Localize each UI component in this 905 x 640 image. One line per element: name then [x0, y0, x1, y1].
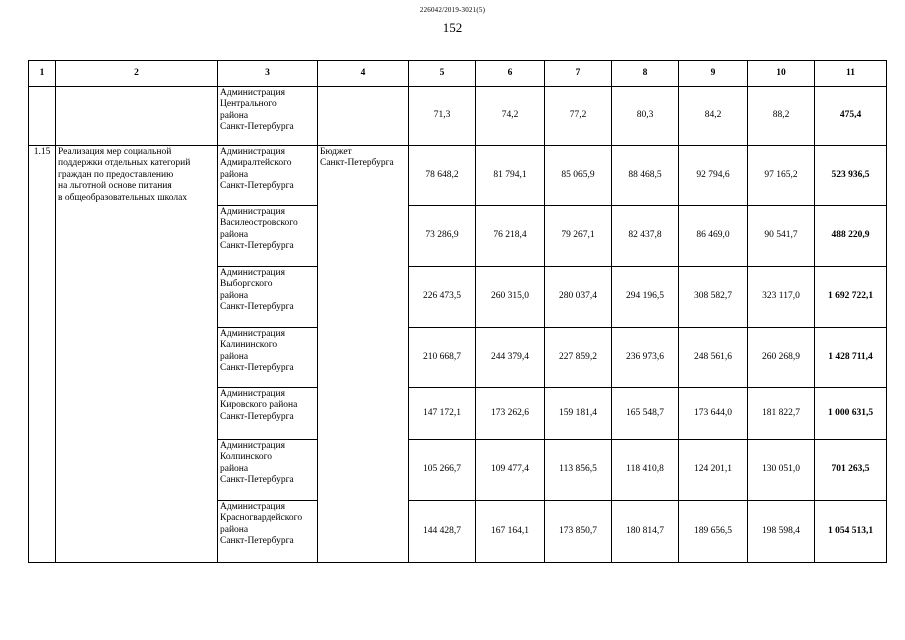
- value-cell: 113 856,5: [545, 440, 612, 501]
- administrator-cell: Администрация Колпинского района Санкт-Петербурга: [218, 440, 318, 501]
- item-description-cell: Реализация мер социальной поддержки отдельных категорий граждан по предоставлению на льготной основе питания в общеобразовательных школах: [56, 146, 218, 563]
- value-cell: 173 850,7: [545, 501, 612, 563]
- administrator-cell: Администрация Адмиралтейского района Санкт-Петербурга: [218, 146, 318, 206]
- item-code-cell: 1.15: [29, 146, 56, 563]
- administrator-cell: Администрация Красногвардейского района Санкт-Петербурга: [218, 501, 318, 563]
- value-cell: 78 648,2: [409, 146, 476, 206]
- administrator-cell: Администрация Василеостровского района Санкт-Петербурга: [218, 206, 318, 267]
- total-cell: 523 936,5: [815, 146, 887, 206]
- column-header: 5: [409, 61, 476, 87]
- column-header: 1: [29, 61, 56, 87]
- value-cell: 165 548,7: [612, 388, 679, 440]
- administrator-cell: Администрация Калининского района Санкт-Петербурга: [218, 328, 318, 388]
- value-cell: 109 477,4: [476, 440, 545, 501]
- column-header: 6: [476, 61, 545, 87]
- total-cell: 1 054 513,1: [815, 501, 887, 563]
- value-cell: 82 437,8: [612, 206, 679, 267]
- value-cell: 244 379,4: [476, 328, 545, 388]
- value-cell: 76 218,4: [476, 206, 545, 267]
- value-cell: 308 582,7: [679, 267, 748, 328]
- value-cell: 74,2: [476, 87, 545, 146]
- total-cell: 488 220,9: [815, 206, 887, 267]
- total-cell: 475,4: [815, 87, 887, 146]
- funding-source-cell: Бюджет Санкт-Петербурга: [318, 146, 409, 563]
- column-header: 9: [679, 61, 748, 87]
- empty-code-cell: [29, 87, 56, 146]
- value-cell: 105 266,7: [409, 440, 476, 501]
- value-cell: 118 410,8: [612, 440, 679, 501]
- value-cell: 124 201,1: [679, 440, 748, 501]
- value-cell: 80,3: [612, 87, 679, 146]
- value-cell: 227 859,2: [545, 328, 612, 388]
- value-cell: 260 268,9: [748, 328, 815, 388]
- value-cell: 73 286,9: [409, 206, 476, 267]
- value-cell: 226 473,5: [409, 267, 476, 328]
- column-header-row: [29, 61, 887, 87]
- value-cell: 173 262,6: [476, 388, 545, 440]
- value-cell: 85 065,9: [545, 146, 612, 206]
- value-cell: 173 644,0: [679, 388, 748, 440]
- value-cell: 323 117,0: [748, 267, 815, 328]
- administrator-cell: Администрация Кировского района Санкт-Петербурга: [218, 388, 318, 440]
- value-cell: 210 668,7: [409, 328, 476, 388]
- value-cell: 84,2: [679, 87, 748, 146]
- total-cell: 1 692 722,1: [815, 267, 887, 328]
- column-header: 10: [748, 61, 815, 87]
- column-header: 8: [612, 61, 679, 87]
- value-cell: 180 814,7: [612, 501, 679, 563]
- value-cell: 92 794,6: [679, 146, 748, 206]
- value-cell: 79 267,1: [545, 206, 612, 267]
- value-cell: 144 428,7: [409, 501, 476, 563]
- value-cell: 130 051,0: [748, 440, 815, 501]
- value-cell: 88 468,5: [612, 146, 679, 206]
- column-header: 7: [545, 61, 612, 87]
- value-cell: 90 541,7: [748, 206, 815, 267]
- total-cell: 1 428 711,4: [815, 328, 887, 388]
- column-header: 2: [56, 61, 218, 87]
- total-cell: 701 263,5: [815, 440, 887, 501]
- column-header: 11: [815, 61, 887, 87]
- column-header: 4: [318, 61, 409, 87]
- value-cell: 294 196,5: [612, 267, 679, 328]
- value-cell: 248 561,6: [679, 328, 748, 388]
- value-cell: 189 656,5: [679, 501, 748, 563]
- budget-table: [28, 60, 887, 563]
- value-cell: 236 973,6: [612, 328, 679, 388]
- value-cell: 167 164,1: [476, 501, 545, 563]
- value-cell: 198 598,4: [748, 501, 815, 563]
- column-header: 3: [218, 61, 318, 87]
- value-cell: 71,3: [409, 87, 476, 146]
- table-row: [29, 87, 887, 146]
- document-registration-number: 226042/2019-3021(5): [419, 6, 486, 14]
- value-cell: 159 181,4: [545, 388, 612, 440]
- value-cell: 181 822,7: [748, 388, 815, 440]
- value-cell: 81 794,1: [476, 146, 545, 206]
- page-number: 152: [442, 20, 463, 35]
- value-cell: 97 165,2: [748, 146, 815, 206]
- administrator-cell: Администрация Выборгского района Санкт-Петербурга: [218, 267, 318, 328]
- value-cell: 260 315,0: [476, 267, 545, 328]
- administrator-cell: Администрация Центрального района Санкт-Петербурга: [218, 87, 318, 146]
- total-cell: 1 000 631,5: [815, 388, 887, 440]
- value-cell: 88,2: [748, 87, 815, 146]
- value-cell: 147 172,1: [409, 388, 476, 440]
- table-row: [29, 146, 887, 206]
- value-cell: 77,2: [545, 87, 612, 146]
- empty-source-cell: [318, 87, 409, 146]
- empty-description-cell: [56, 87, 218, 146]
- value-cell: 86 469,0: [679, 206, 748, 267]
- value-cell: 280 037,4: [545, 267, 612, 328]
